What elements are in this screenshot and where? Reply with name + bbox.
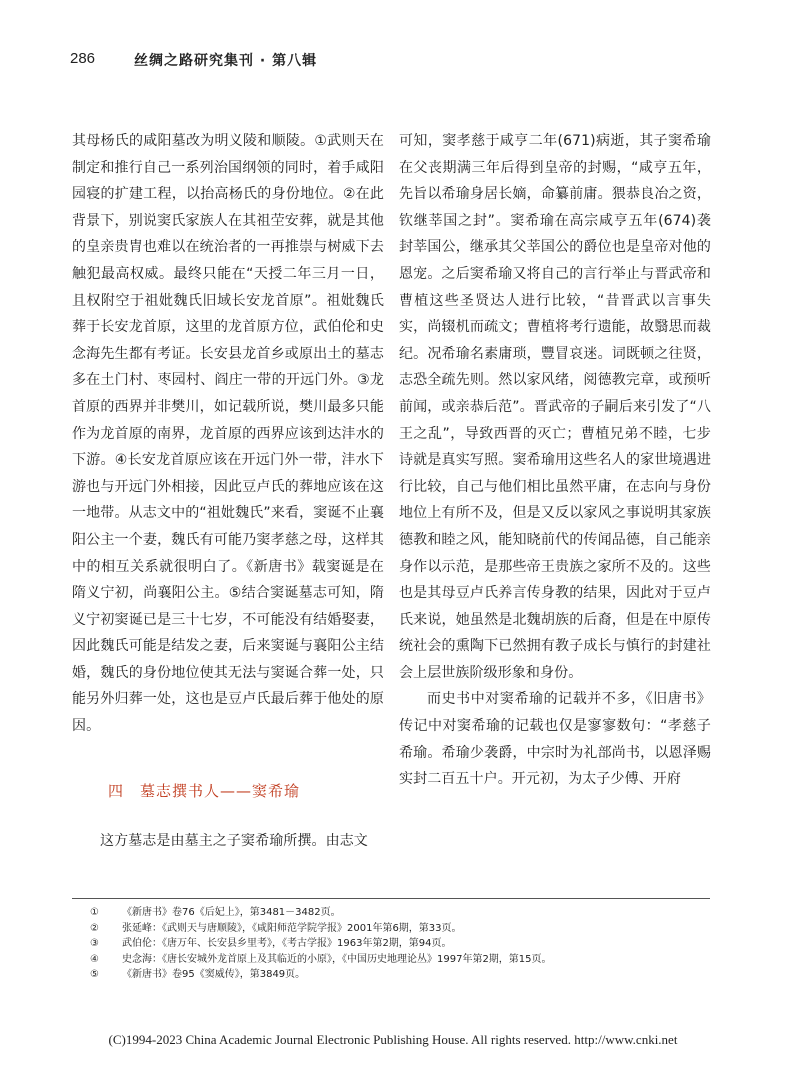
journal-title: 丝绸之路研究集刊 · 第八辑 [134, 53, 318, 69]
footnote-marker: ⑤ [90, 969, 99, 980]
footnote-text: 张延峰：《武则天与唐顺陵》，《咸阳师范学院学报》2001年第6期，第33页。 [122, 922, 462, 934]
paragraph: 其母杨氏的咸阳墓改为明义陵和顺陵。①武则天在制定和推行自己一系列治国纲领的同时，着手咸阳园寝的扩建工程，以抬高杨氏的身份地位。②在此背景下，别说窦氏家族人在其祖茔安葬，就是其他的皇亲贵胄也难以在统治者的一再推崇与树威下去触犯最高权威。最终只能在“天授二年三月一日，且权附空于祖妣魏氏旧域长安龙首原”。祖妣魏氏葬于长安龙首原，这里的龙首原方位，武伯伦和史念海先生都有考证。长安县龙首乡或原出土的墓志多在土门村、枣园村、阎庄一带的开远门外。③龙首原的西界并非樊川，如记载所说，樊川最多只能作为龙首原的南界，龙首原的西界应该到达沣水的下游。④长安龙首原应该在开远门外一带，沣水下游也与开远门外相接，因此豆卢氏的葬地应该在这一地带。从志文中的“祖妣魏氏”来看，窦诞不止襄阳公主一个妻，魏氏有可能乃窦孝慈之母，这样其中的相互关系就很明白了。《新唐书》载窦诞是在隋义宁初，尚襄阳公主。⑤结合窦诞墓志可知，隋义宁初窦诞已是三十七岁，不可能没有结婚娶妻，因此魏氏可能是结发之妻，后来窦诞与襄阳公主结婚，魏氏的身份地位使其无法与窦诞合葬一处，只能另外归葬一处，这也是豆卢氏最后葬于他处的原因。 [72, 133, 384, 735]
footnote-marker: ④ [90, 953, 99, 965]
footnote-text: 《新唐书》卷95《窦威传》，第3849页。 [122, 969, 306, 980]
paragraph: 这方墓志是由墓主之子窦希瑜所撰。由志文 [100, 833, 368, 850]
footnote-text: 武伯伦：《唐万年、长安县乡里考》，《考古学报》1963年第2期，第94页。 [122, 938, 452, 949]
footnote-marker: ② [90, 922, 99, 934]
footnote-text: 史念海：《唐长安城外龙首原上及其临近的小原》，《中国历史地理论丛》1997年第2期，第15页。 [122, 953, 552, 965]
page-number: 286 [70, 50, 96, 67]
footnote-item [90, 952, 710, 968]
footnote-marker: ③ [90, 938, 99, 949]
right-column [399, 128, 711, 793]
copyright-notice: (C)1994-2023 China Academic Journal Electronic Publishing House. All rights reserved. http://www.cnki.net [108, 1032, 678, 1047]
footnote-item [90, 905, 710, 921]
left-column [72, 128, 384, 855]
footnote-marker: ① [90, 907, 99, 918]
footnote-item [90, 936, 710, 952]
page-header [70, 50, 710, 70]
footnote-divider [72, 898, 710, 899]
section-heading: 四 墓志撰书人——窦希瑜 [108, 781, 301, 800]
paragraph: 可知，窦孝慈于咸亨二年(671)病逝，其子窦希瑜在父丧期满三年后得到皇帝的封赐，“咸亨五年，先旨以希瑜身居长嫡，命纂前庸。猥恭良冶之资，钦继莘国之封”。窦希瑜在高宗咸亨五年(674)袭封莘国公，继承其父莘国公的爵位也是皇帝对他的恩宠。之后窦希瑜又将自己的言行举止与晋武帝和曹植这些圣贤达人进行比较，“昔晋武以言事失实，尚辍机而疏文；曹植将考行遗能，故翳思而裁纪。况希瑜名素庸琐，豐冒哀迷。词既顿之往贤，志恐全疏先则。然以家风绪，阅德教完章，或预听前闻，或亲恭后范”。晋武帝的子嗣后来引发了“八王之乱”，导致西晋的灭亡；曹植兄弟不睦，七步诗就是真实写照。窦希瑜用这些名人的家世境遇进行比较，自己与他们相比虽然平庸，在志向与身份地位上有所不及，但是又反以家风之事说明其家族德教和睦之风，能知晓前代的传闻品德，自己能亲身作以示范，是那些帝王贵族之家所不及的。这些也是其母豆卢氏养言传身教的结果，因此对于豆卢氏来说，她虽然是北魏胡族的后裔，但是在中原传统社会的熏陶下已然拥有教子成长与慎行的封建社会上层世族阶级形象和身份。 [399, 133, 711, 681]
article-body [72, 128, 724, 858]
paragraph: 而史书中对窦希瑜的记载并不多，《旧唐书》传记中对窦希瑜的记载也仅是寥寥数句：“孝慈子希瑜。希瑜少袭爵，中宗时为礼部尚书，以恩泽赐实封二百五十户。开元初，为太子少傅、开府 [399, 691, 711, 788]
footnote-item [90, 967, 710, 983]
footnote-item [90, 921, 710, 937]
footnote-text: 《新唐书》卷76《后妃上》，第3481－3482页。 [122, 907, 341, 918]
footnotes [90, 905, 710, 983]
